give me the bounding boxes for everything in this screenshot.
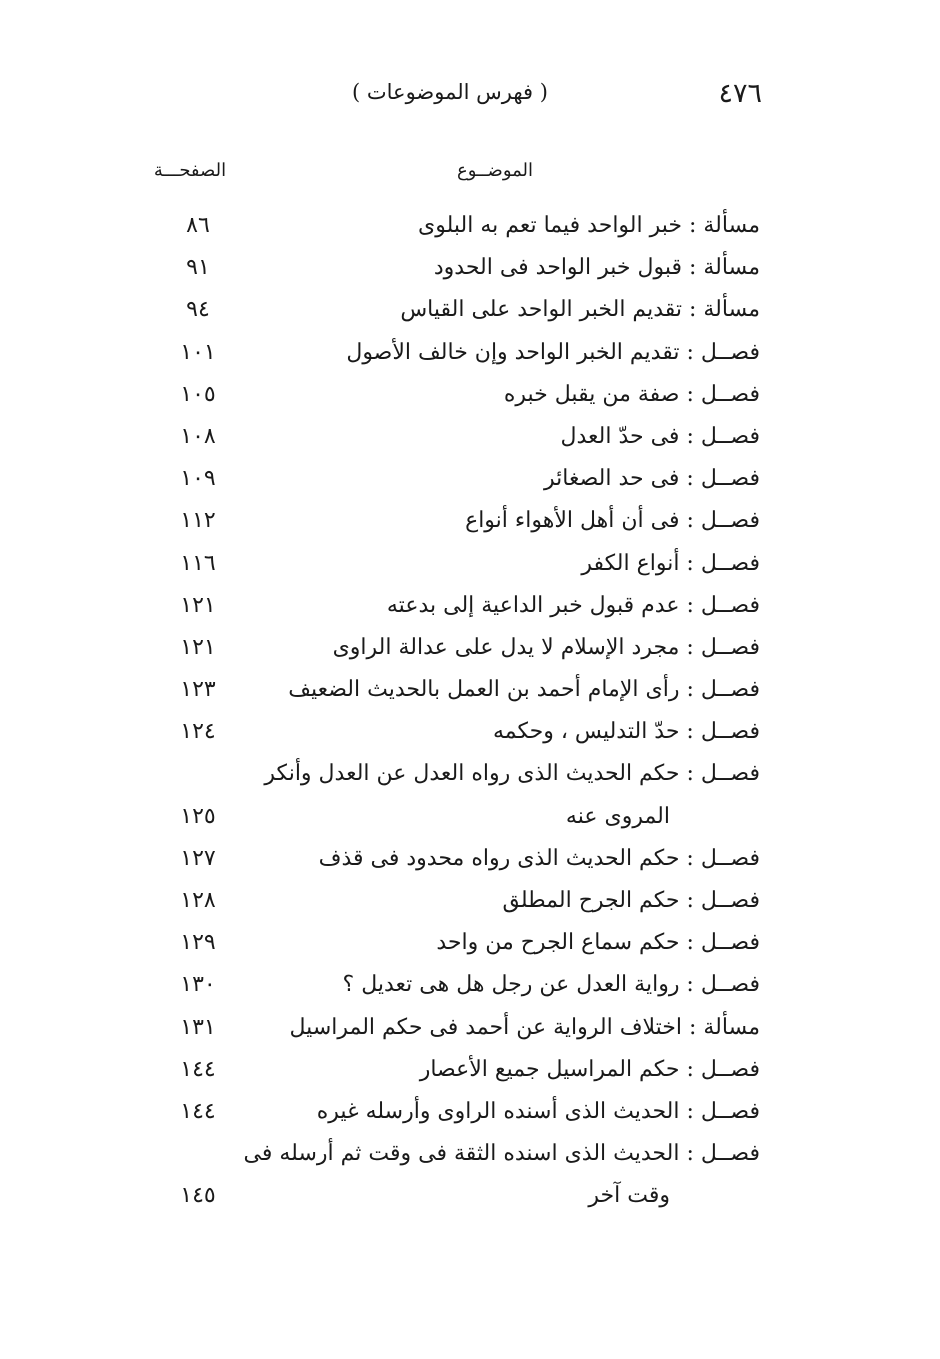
toc-page: ١٠٥	[180, 381, 216, 407]
toc-topic	[240, 753, 760, 837]
toc-entry	[120, 543, 760, 585]
toc-entry	[120, 880, 760, 922]
toc-page: ١٢١	[180, 592, 216, 618]
toc-topic: مسألة : تقديم الخبر الواحد على القياس	[400, 297, 760, 323]
toc-entry	[120, 374, 760, 416]
toc-topic: مسألة : خبر الواحد فيما تعم به البلوى	[418, 213, 760, 238]
column-header-page: الصفحـــة	[153, 160, 227, 181]
toc-topic-continuation: وقت آخر	[588, 1183, 670, 1209]
toc-page: ١٢٩	[180, 930, 216, 956]
toc-topic: فصــل : فى حد الصغائر	[543, 466, 760, 492]
toc-page: ١٤٥	[180, 1183, 216, 1209]
toc-entry	[120, 205, 760, 247]
toc-entry	[120, 416, 760, 458]
toc-topic: فصــل : حكم المراسيل جميع الأعصار	[419, 1056, 760, 1082]
toc-entry	[120, 964, 760, 1006]
toc-topic: فصــل : حدّ التدليس ، وحكمه	[492, 719, 760, 745]
toc-topic-line: فصــل : الحديث الذى اسنده الثقة فى وقت ثم أرسله فى	[243, 1141, 760, 1167]
toc-page: ١٢٨	[180, 888, 216, 914]
toc-page: ١٢٧	[180, 845, 216, 871]
toc-entry	[120, 711, 760, 753]
toc-page: ٩٤	[186, 297, 210, 323]
toc-page: ١٠١	[180, 339, 216, 365]
toc-topic: فصــل : تقديم الخبر الواحد وإن خالف الأصول	[346, 339, 760, 365]
toc-page: ١٠٩	[180, 466, 216, 492]
toc-topic: فصــل : حكم الجرح المطلق	[502, 888, 760, 914]
toc-topic: فصــل : حكم الحديث الذى رواه محدود فى قذف	[318, 845, 760, 871]
toc-entry	[120, 838, 760, 880]
toc-topic: فصــل : صفة من يقبل خبره	[503, 381, 760, 407]
toc-entry	[120, 585, 760, 627]
toc-page: ٩١	[186, 255, 210, 281]
toc-page: ١٢٥	[180, 803, 216, 829]
toc-page: ١١٦	[180, 550, 216, 576]
toc-entry	[120, 922, 760, 964]
toc-topic: فصــل : عدم قبول خبر الداعية إلى بدعته	[386, 592, 760, 618]
toc-entry	[120, 627, 760, 669]
toc-entry	[120, 669, 760, 711]
toc-topic: فصــل : رواية العدل عن رجل هل هى تعديل ؟	[342, 972, 760, 998]
toc-page: ١٢٤	[180, 719, 216, 745]
toc-entry	[120, 247, 760, 289]
toc-topic: فصــل : فى حدّ العدل	[560, 423, 760, 449]
toc-page: ١٤٤	[180, 1098, 216, 1124]
toc-page: ١٢١	[180, 634, 216, 660]
toc-list	[120, 205, 760, 1218]
toc-topic: فصــل : أنواع الكفر	[581, 550, 760, 576]
toc-entry	[120, 289, 760, 331]
toc-page: ١٣٠	[180, 972, 216, 998]
toc-entry	[120, 753, 760, 837]
toc-topic: فصــل : الحديث الذى أسنده الراوى وأرسله غيره	[316, 1098, 760, 1124]
toc-page: ١٤٤	[180, 1056, 216, 1082]
toc-entry	[120, 500, 760, 542]
column-header-topic: الموضــوع	[456, 160, 534, 181]
toc-topic: مسألة : قبول خبر الواحد فى الحدود	[433, 255, 760, 281]
toc-entry	[120, 1091, 760, 1133]
toc-page: ١٢٣	[180, 677, 216, 703]
toc-entry	[120, 458, 760, 500]
toc-entry	[120, 332, 760, 374]
toc-page: ١٣١	[180, 1014, 216, 1040]
toc-topic: فصــل : رأى الإمام أحمد بن العمل بالحديث الضعيف	[288, 677, 760, 703]
toc-topic: فصــل : فى أن أهل الأهواء أنواع	[465, 508, 760, 534]
toc-entry	[120, 1133, 760, 1217]
toc-topic-continuation: المروى عنه	[565, 803, 670, 829]
toc-topic: مسألة : اختلاف الرواية عن أحمد فى حكم المراسيل	[289, 1014, 760, 1040]
toc-topic: فصــل : مجرد الإسلام لا يدل على عدالة الراوى	[332, 634, 760, 660]
toc-page: ١١٢	[180, 508, 216, 534]
toc-page: ١٠٨	[180, 423, 216, 449]
toc-topic: فصــل : حكم سماع الجرح من واحد	[436, 930, 760, 956]
toc-topic	[240, 1133, 760, 1217]
page-number: ٤٧٦	[718, 78, 762, 109]
toc-entry	[120, 1007, 760, 1049]
toc-topic-line: فصــل : حكم الحديث الذى رواه العدل عن العدل وأنكر	[264, 761, 760, 787]
running-title: ( فهرس الموضوعات )	[352, 80, 548, 104]
toc-page: ٨٦	[186, 213, 210, 238]
toc-entry	[120, 1049, 760, 1091]
